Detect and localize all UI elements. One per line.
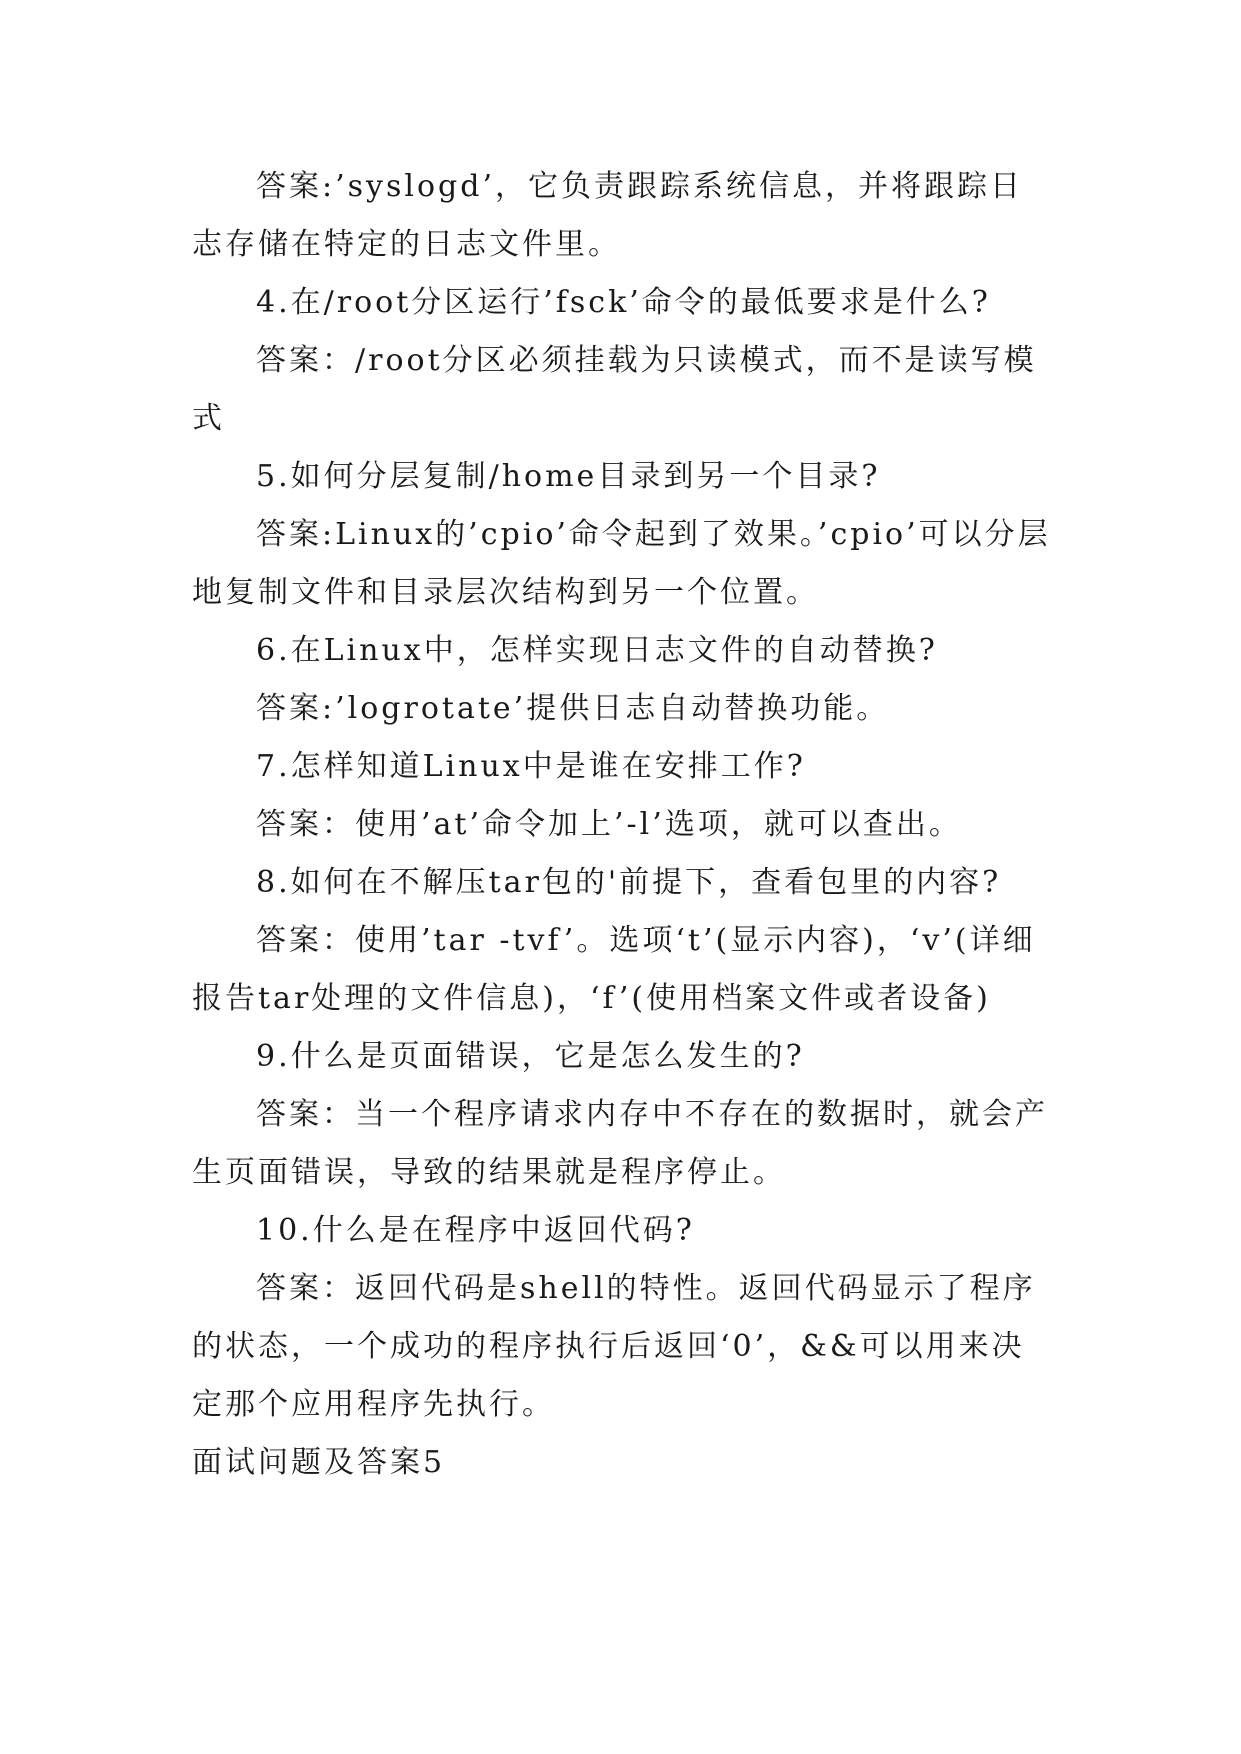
answer-9: 答案：当一个程序请求内存中不存在的数据时，就会产生页面错误，导致的结果就是程序停止。 (192, 1097, 1048, 1190)
question-10: 10.什么是在程序中返回代码? (256, 1213, 695, 1248)
answer-8: 答案：使用’tar -tvf’。选项‘t’(显示内容)，‘v’(详细报告tar处理的文件信息)，‘f’(使用档案文件或者设备) (192, 923, 1036, 1016)
answer-3: 答案:’syslogd’，它负责跟踪系统信息，并将跟踪日志存储在特定的日志文件里。 (192, 169, 1023, 262)
question-6: 6.在Linux中，怎样实现日志文件的自动替换? (256, 633, 938, 668)
answer-6: 答案:’logrotate’提供日志自动替换功能。 (256, 691, 890, 726)
answer-4: 答案：/root分区必须挂载为只读模式，而不是读写模式 (192, 343, 1037, 436)
question-5: 5.如何分层复制/home目录到另一个目录? (256, 459, 881, 494)
answer-5: 答案:Linux的’cpio’命令起到了效果。’cpio’可以分层地复制文件和目录层次结构到另一个位置。 (192, 517, 1051, 610)
section-heading: 面试问题及答案5 (192, 1445, 446, 1480)
answer-7: 答案：使用’at’命令加上’-l’选项，就可以查出。 (256, 807, 962, 842)
question-7: 7.怎样知道Linux中是谁在安排工作? (256, 749, 806, 784)
question-8: 8.如何在不解压tar包的'前提下，查看包里的内容? (256, 865, 1002, 900)
question-4: 4.在/root分区运行’fsck’命令的最低要求是什么? (256, 285, 991, 320)
answer-10: 答案：返回代码是shell的特性。返回代码显示了程序的状态，一个成功的程序执行后返回‘0’，&&可以用来决定那个应用程序先执行。 (192, 1271, 1036, 1422)
question-9: 9.什么是页面错误，它是怎么发生的? (256, 1039, 805, 1074)
document-body (192, 158, 1052, 1492)
